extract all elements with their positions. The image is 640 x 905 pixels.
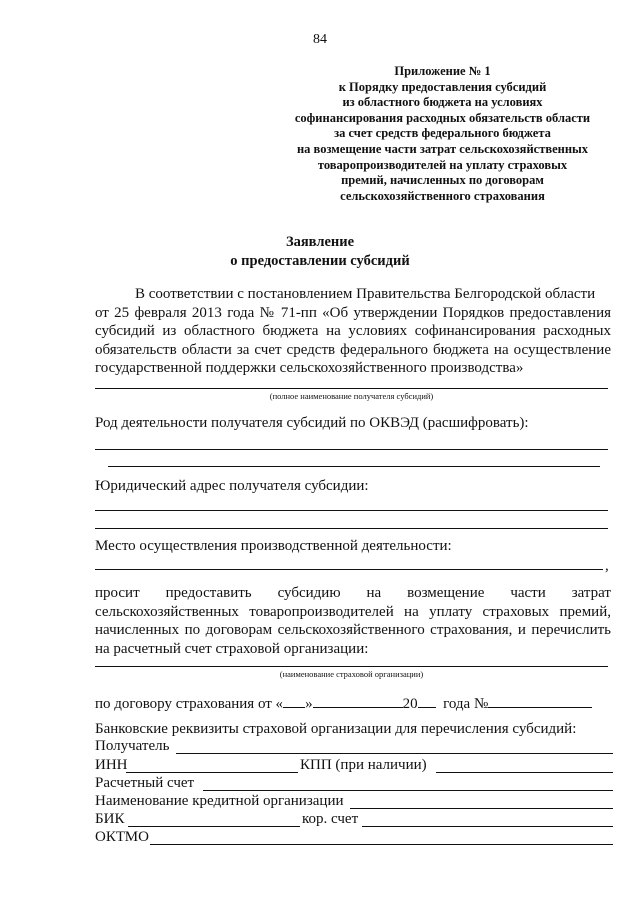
insurer-caption: (наименование страховой организации) <box>279 669 424 679</box>
request-word: возмещение <box>407 585 485 601</box>
request-word: затрат <box>571 585 611 601</box>
request-word: субсидию <box>277 585 341 601</box>
account-line[interactable] <box>203 790 613 791</box>
title-line-2: о предоставлении субсидий <box>230 253 410 269</box>
bank-heading: Банковские реквизиты страховой организации для перечисления субсидий: <box>95 721 577 737</box>
appendix-line: на возмещение части затрат сельскохозяйственных <box>296 141 589 156</box>
request-body: сельскохозяйственных товаропроизводителей на уплату страховых премий, начисленных по договорам сельскохозяйственного страхования, и перечислить на расчетный счет страховой организации: <box>95 603 611 657</box>
contract-day-field[interactable] <box>283 693 305 708</box>
recipient-caption: (полное наименование получателя субсидий) <box>269 391 434 401</box>
production-place-line[interactable] <box>95 569 603 570</box>
okved-label: Род деятельности получателя субсидий по ОКВЭД (расшифровать): <box>95 415 529 431</box>
request-word: на <box>366 585 382 601</box>
legal-address-label: Юридический адрес получателя субсидии: <box>95 478 369 494</box>
intro-paragraph <box>95 285 611 378</box>
bank-recipient-label: Получатель <box>95 738 170 754</box>
appendix-header <box>280 64 605 204</box>
contract-month-field[interactable] <box>313 693 403 708</box>
oktmo-line[interactable] <box>150 844 613 845</box>
intro-body: от 25 февраля 2013 года № 71-пп «Об утверждении Порядков предоставления субсидий из областного бюджета на условиях софинансирования расходных обязательств области за счет средств федерального бюджета на осуществление государственной поддержки сельскохозяйственного производства» <box>95 304 611 377</box>
corr-account-line[interactable] <box>362 826 613 827</box>
insurer-name-line[interactable] <box>95 666 608 667</box>
appendix-line: товаропроизводителей на уплату страховых <box>317 157 568 172</box>
production-place-label: Место осуществления производственной деятельности: <box>95 538 452 554</box>
request-first-line <box>95 584 611 603</box>
bik-line[interactable] <box>128 826 300 827</box>
bank-recipient-line[interactable] <box>176 753 613 754</box>
appendix-line: софинансирования расходных обязательств области <box>294 110 591 125</box>
document-title <box>0 233 640 271</box>
contract-prefix: по договору страхования от « <box>95 696 284 712</box>
inn-line[interactable] <box>126 772 298 773</box>
kpp-line[interactable] <box>436 772 613 773</box>
legal-address-line-1[interactable] <box>95 510 608 511</box>
intro-first-line: В соответствии с постановлением Правительства Белгородской области <box>135 286 596 302</box>
contract-number-field[interactable] <box>488 693 592 708</box>
title-line-1: Заявление <box>285 234 355 250</box>
request-word: предоставить <box>165 585 252 601</box>
request-word: просит <box>95 585 140 601</box>
corr-account-label: кор. счет <box>302 811 359 827</box>
contract-year-field[interactable] <box>418 693 436 708</box>
recipient-name-line[interactable] <box>95 388 608 389</box>
credit-org-line[interactable] <box>350 808 613 809</box>
bik-label: БИК <box>95 811 125 827</box>
page-number: 84 <box>313 32 327 47</box>
credit-org-label: Наименование кредитной организации <box>95 793 344 809</box>
contract-year-prefix: 20 <box>402 696 418 712</box>
kpp-label: КПП (при наличии) <box>300 757 427 773</box>
legal-address-line-2[interactable] <box>95 528 608 529</box>
okved-line-1[interactable] <box>95 449 608 450</box>
appendix-line: к Порядку предоставления субсидий <box>338 79 547 94</box>
request-paragraph <box>95 584 611 658</box>
okved-line-2[interactable] <box>108 466 600 467</box>
appendix-line: премий, начисленных по договорам <box>341 173 544 188</box>
request-word: части <box>510 585 546 601</box>
oktmo-label: ОКТМО <box>95 829 149 845</box>
production-place-comma: , <box>605 558 609 574</box>
contract-quote-close: » <box>305 696 313 712</box>
appendix-line: из областного бюджета на условиях <box>342 95 543 110</box>
account-label: Расчетный счет <box>95 775 195 791</box>
appendix-line: сельскохозяйственного страхования <box>340 188 545 203</box>
contract-year-suffix: года № <box>443 696 489 712</box>
appendix-line: Приложение № 1 <box>394 64 491 78</box>
inn-label: ИНН <box>95 757 128 773</box>
contract-row <box>95 693 592 713</box>
appendix-line: за счет средств федерального бюджета <box>334 126 551 141</box>
